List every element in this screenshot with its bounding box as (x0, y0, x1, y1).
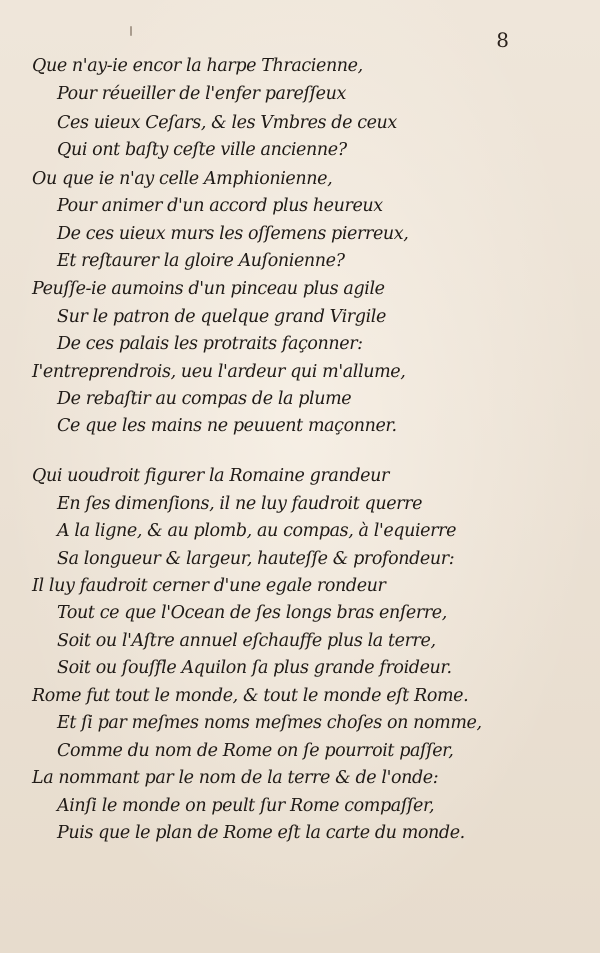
verse-line: De rebaſtir au compas de la plume (57, 389, 352, 409)
verse-line: Qui uoudroit figurer la Romaine grandeur (32, 466, 389, 486)
verse-line: Sa longueur & largeur, hauteſſe & profondeur: (57, 549, 455, 569)
verse-line: Ce que les mains ne peuuent maçonner. (57, 416, 397, 436)
verse-line: En ſes dimenſions, il ne luy faudroit querre (57, 494, 423, 514)
verse-line: Que n'ay-ie encor la harpe Thracienne, (32, 56, 363, 76)
verse-line: Ainſi le monde on peult ſur Rome compaſſer, (57, 796, 435, 816)
verse-line: De ces uieux murs les oſſemens pierreux, (57, 224, 409, 244)
verse-line: Peuſſe-ie aumoins d'un pinceau plus agile (32, 279, 385, 299)
verse-line: Soit ou ſouſfle Aquilon ſa plus grande froideur. (57, 658, 452, 678)
verse-line: Tout ce que l'Ocean de ſes longs bras enſerre, (57, 603, 447, 623)
verse-line: Qui ont baſty ceſte ville ancienne? (57, 140, 347, 160)
verse-line: I'entreprendrois, ueu l'ardeur qui m'allume, (32, 362, 406, 382)
verse-line: Il luy faudroit cerner d'une egale rondeur (32, 576, 386, 596)
verse-line: Ou que ie n'ay celle Amphionienne, (32, 169, 333, 189)
verse-line: La nommant par le nom de la terre & de l'onde: (32, 768, 439, 788)
verse-line: Rome fut tout le monde, & tout le monde eſt Rome. (32, 686, 469, 706)
verse-line: Puis que le plan de Rome eſt la carte du monde. (57, 823, 465, 843)
page-number: 8 (496, 28, 509, 52)
verse-line: Pour réueiller de l'enfer pareſſeux (57, 84, 346, 104)
verse-line: Et reſtaurer la gloire Auſonienne? (57, 251, 345, 271)
verse-line: A la ligne, & au plomb, au compas, à l'equierre (57, 521, 457, 541)
verse-line: Pour animer d'un accord plus heureux (57, 196, 383, 216)
verse-line: Soit ou l'Aſtre annuel eſchauffe plus la terre, (57, 631, 436, 651)
verse-line: Ces uieux Ceſars, & les Vmbres de ceux (57, 113, 397, 133)
verse-line: Sur le patron de quelque grand Virgile (57, 307, 386, 327)
verse-line: Et ſi par meſmes noms meſmes choſes on nomme, (57, 713, 482, 733)
verse-line: Comme du nom de Rome on ſe pourroit paſſer, (57, 741, 454, 761)
verse-line: De ces palais les protraits façonner: (57, 334, 363, 354)
ink-speck (130, 26, 132, 36)
